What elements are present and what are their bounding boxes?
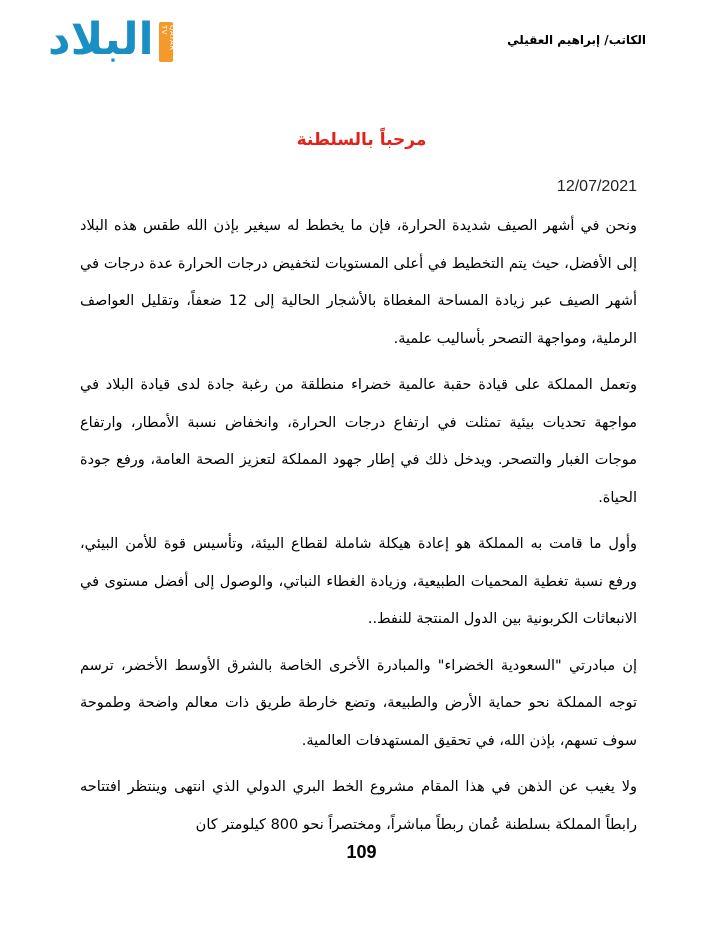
logo-wordmark: البلاد [48,14,154,65]
article-body [80,208,637,853]
article-title: مرحباً بالسلطنة [296,130,427,150]
paragraph-3: وأول ما قامت به المملكة هو إعادة هيكلة شاملة لقطاع البيئة، وتأسيس قوة للأمن البيئي، ورفع نسبة تغطية المحميات الطبيعية، وزيادة الغطاء النباتي، والوصول إلى أفضل مستوى في الانبعاثات الكربونية بين الدول المنتجة للنفط.. [80,536,637,627]
brand-logo [48,14,178,65]
page-number: 109 [346,842,377,862]
paragraph-2: وتعمل المملكة على قيادة حقبة عالمية خضراء منطلقة من رغبة جادة لدى قيادة البلاد في مواجهة تحديات بيئية تمثلت في ارتفاع درجات الحرارة، وانخفاض نسبة الأمطار، وارتفاع موجات الغبار والتصحر. ويدخل ذلك في إطار جهود المملكة لتعزيز الصحة العامة، ورفع جودة الحياة. [80,377,637,506]
paragraph-5: ولا يغيب عن الذهن في هذا المقام مشروع الخط البري الدولي الذي انتهى وينتظر افتتاحه رابطاً المملكة بسلطنة عُمان ربطاً مباشراً، ومختصراً نحو 800 كيلومتر كان [80,779,637,833]
article-date: 12/07/2021 [556,178,637,195]
logo-tag-bar [159,22,176,62]
paragraph-1: ونحن في أشهر الصيف شديدة الحرارة، فإن ما يخطط له سيغير بإذن الله طقس هذه البلاد إلى الأفضل، حيث يتم التخطيط في أعلى المستويات لتخفيض درجات الحرارة عدة درجات في أشهر الصيف عبر زيادة المساحة المغطاة بالأشجار الحالية إلى 12 ضعفاً، وتقليل العواصف الرملية، ومواجهة التصحر بأساليب علمية. [80,218,638,347]
author-line: الكاتب/ إبراهيم العقيلي [507,33,646,47]
logo-tag-text: QATAR TV [160,25,176,51]
paragraph-4: إن مبادرتي "السعودية الخضراء" والمبادرة الأخرى الخاصة بالشرق الأوسط الأخضر، ترسم توجه المملكة نحو حماية الأرض والطبيعة، وتضع خارطة طريق ذات معالم واضحة وطموحة سوف تسهم، بإذن الله، في تحقيق المستهدفات العالمية. [80,657,637,749]
